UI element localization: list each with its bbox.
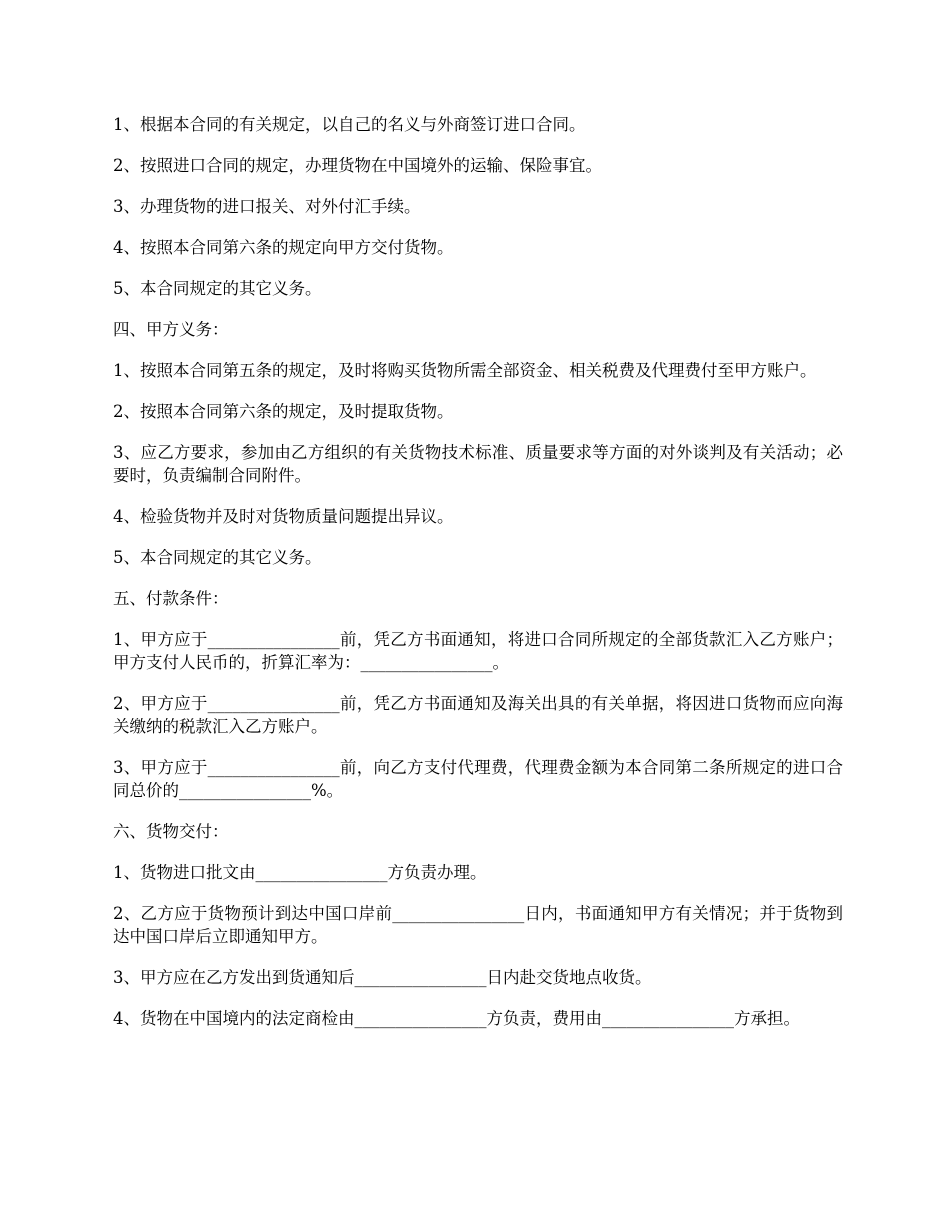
document-body: [113, 113, 843, 1048]
section-heading-party-a-obligations: 四、甲方义务：: [113, 320, 229, 339]
payment-item-2: 2、甲方应于________________前，凭乙方书面通知及海关出具的有关单据，将因进口货物而应向海关缴纳的税款汇入乙方账户。: [113, 694, 843, 736]
obligation-b-item-1: 1、根据本合同的有关规定，以自己的名义与外商签订进口合同。: [113, 115, 586, 134]
payment-item-1: 1、甲方应于________________前，凭乙方书面通知，将进口合同所规定的全部货款汇入乙方账户；甲方支付人民币的，折算汇率为：________________。: [113, 630, 843, 672]
obligation-a-item-3: 3、应乙方要求，参加由乙方组织的有关货物技术标准、质量要求等方面的对外谈判及有关活动；必要时，负责编制合同附件。: [113, 443, 843, 485]
obligation-a-item-4: 4、检验货物并及时对货物质量问题提出异议。: [113, 507, 454, 526]
obligation-a-item-5: 5、本合同规定的其它义务。: [113, 548, 322, 567]
obligation-b-item-4: 4、按照本合同第六条的规定向甲方交付货物。: [113, 238, 454, 257]
delivery-item-1: 1、货物进口批文由________________方负责办理。: [113, 863, 487, 882]
obligation-b-item-3: 3、办理货物的进口报关、对外付汇手续。: [113, 197, 421, 216]
delivery-item-4: 4、货物在中国境内的法定商检由________________方负责，费用由________________方承担。: [113, 1009, 800, 1028]
obligation-b-item-5: 5、本合同规定的其它义务。: [113, 279, 322, 298]
obligation-a-item-1: 1、按照本合同第五条的规定，及时将购买货物所需全部资金、相关税费及代理费付至甲方账户。: [113, 361, 817, 380]
payment-item-3: 3、甲方应于________________前，向乙方支付代理费，代理费金额为本合同第二条所规定的进口合同总价的________________%。: [113, 758, 843, 800]
section-heading-delivery: 六、货物交付：: [113, 822, 229, 841]
obligation-b-item-2: 2、按照进口合同的规定，办理货物在中国境外的运输、保险事宜。: [113, 156, 602, 175]
obligation-a-item-2: 2、按照本合同第六条的规定，及时提取货物。: [113, 402, 454, 421]
delivery-item-3: 3、甲方应在乙方发出到货通知后________________日内赴交货地点收货。: [113, 968, 652, 987]
section-heading-payment-terms: 五、付款条件：: [113, 589, 229, 608]
delivery-item-2: 2、乙方应于货物预计到达中国口岸前________________日内，书面通知甲方有关情况；并于货物到达中国口岸后立即通知甲方。: [113, 904, 843, 946]
